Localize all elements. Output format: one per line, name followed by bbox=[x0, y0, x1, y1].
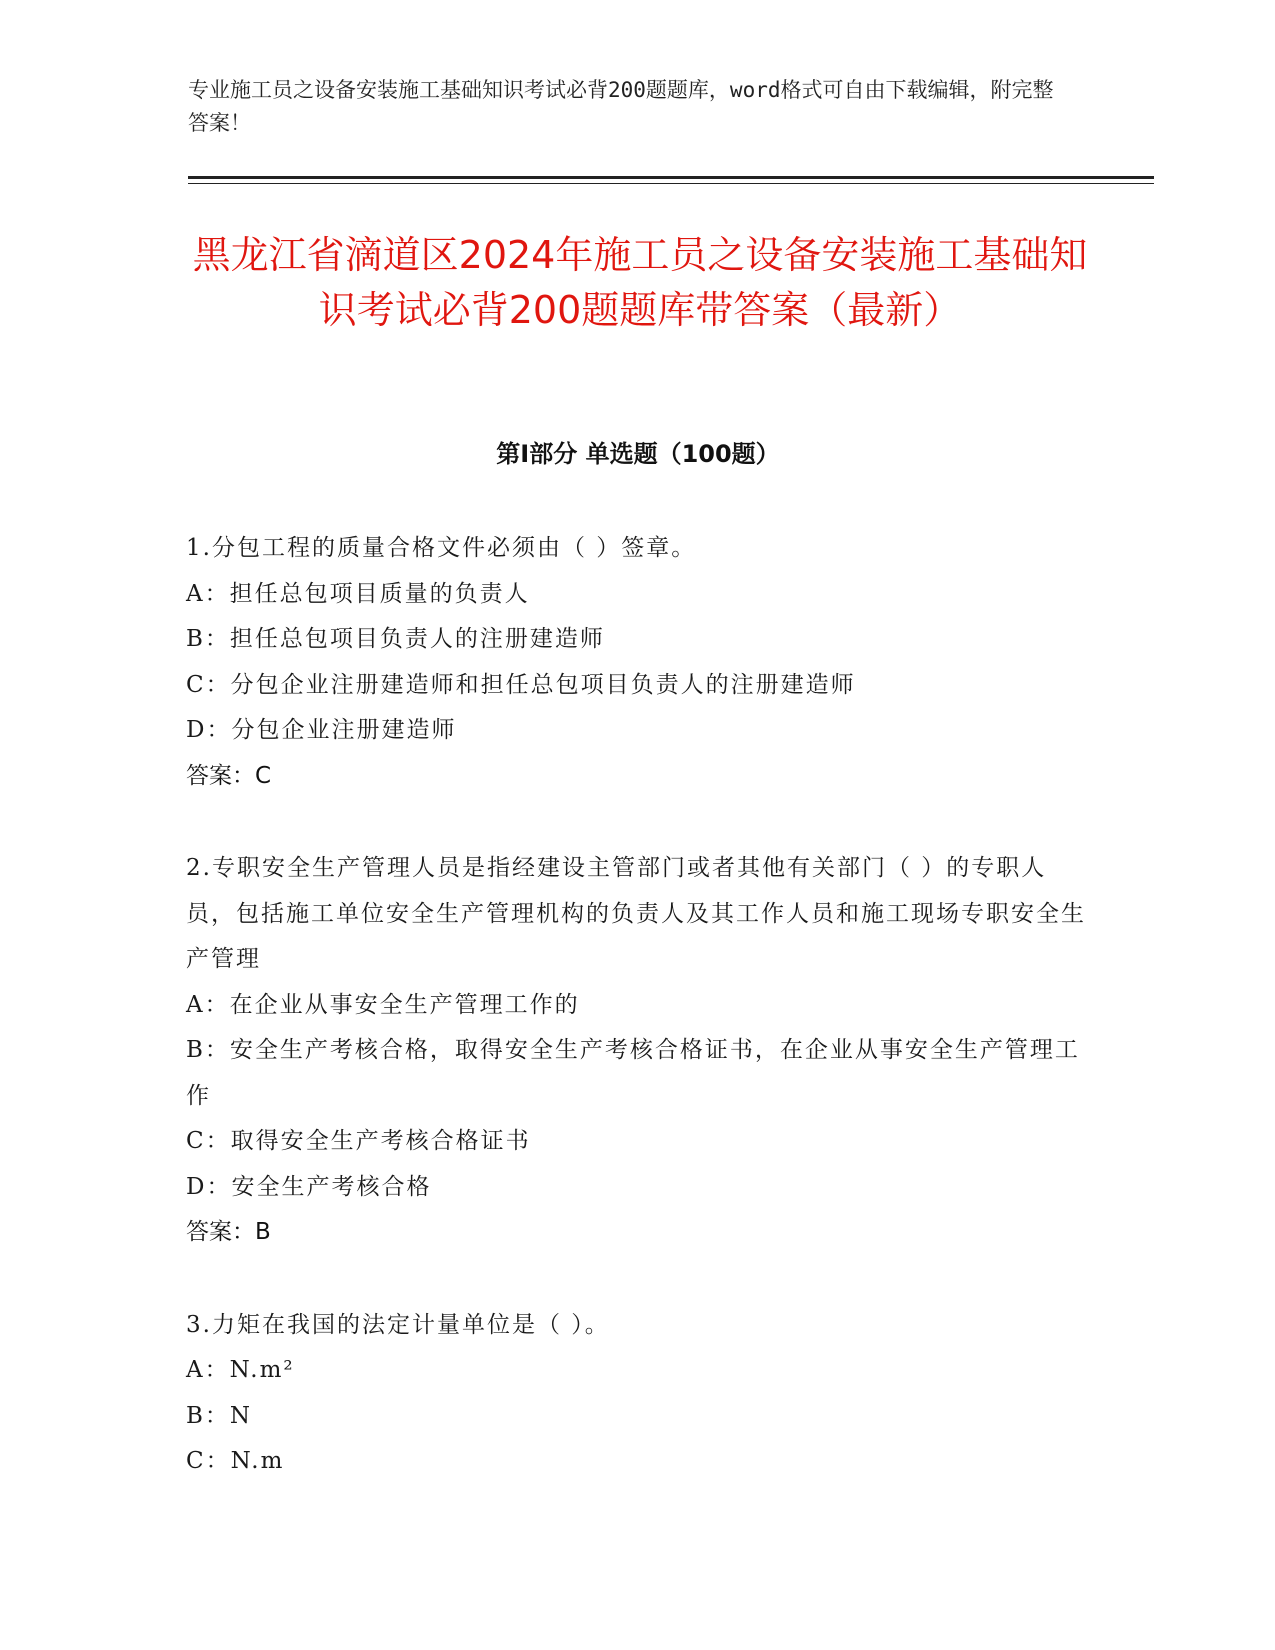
option-c: C：取得安全生产考核合格证书 bbox=[186, 1128, 531, 1154]
answer: 答案：B bbox=[186, 1219, 271, 1245]
document-title: 黑龙江省滴道区2024年施工员之设备安装施工基础知识考试必背200题题库带答案（最新） bbox=[192, 233, 1088, 332]
question-stem: 1.分包工程的质量合格文件必须由（ ）签章。 bbox=[186, 535, 697, 561]
option-b: B：担任总包项目负责人的注册建造师 bbox=[186, 626, 605, 652]
answer: 答案：C bbox=[186, 762, 272, 789]
question-3 bbox=[186, 1303, 1086, 1485]
option-b: B：安全生产考核合格，取得安全生产考核合格证书，在企业从事安全生产管理工作 bbox=[186, 1037, 1080, 1109]
header-divider-thin bbox=[188, 183, 1154, 184]
header-note: 专业施工员之设备安装施工基础知识考试必背200题题库，word格式可自由下载编辑，附完整答案！ bbox=[188, 78, 1054, 135]
option-d: D：分包企业注册建造师 bbox=[186, 717, 457, 743]
option-a: A：在企业从事安全生产管理工作的 bbox=[186, 991, 580, 1018]
question-list bbox=[186, 526, 1086, 1532]
question-stem: 3.力矩在我国的法定计量单位是（ ）。 bbox=[186, 1311, 610, 1338]
option-d: D：安全生产考核合格 bbox=[186, 1173, 432, 1200]
option-b: B：N bbox=[186, 1402, 253, 1429]
section-title: 第Ⅰ部分 单选题（100题） bbox=[496, 440, 780, 468]
question-2 bbox=[186, 846, 1086, 1256]
question-stem: 2.专职安全生产管理人员是指经建设主管部门或者其他有关部门（ ）的专职人员，包括施工单位安全生产管理机构的负责人及其工作人员和施工现场专职安全生产管理 bbox=[186, 855, 1086, 972]
option-a: A：N.m² bbox=[186, 1357, 295, 1383]
option-c: C：N.m bbox=[186, 1448, 285, 1474]
option-a: A：担任总包项目质量的负责人 bbox=[186, 580, 530, 607]
option-c: C：分包企业注册建造师和担任总包项目负责人的注册建造师 bbox=[186, 671, 856, 698]
question-1 bbox=[186, 526, 1086, 799]
header-divider-thick bbox=[188, 176, 1154, 179]
